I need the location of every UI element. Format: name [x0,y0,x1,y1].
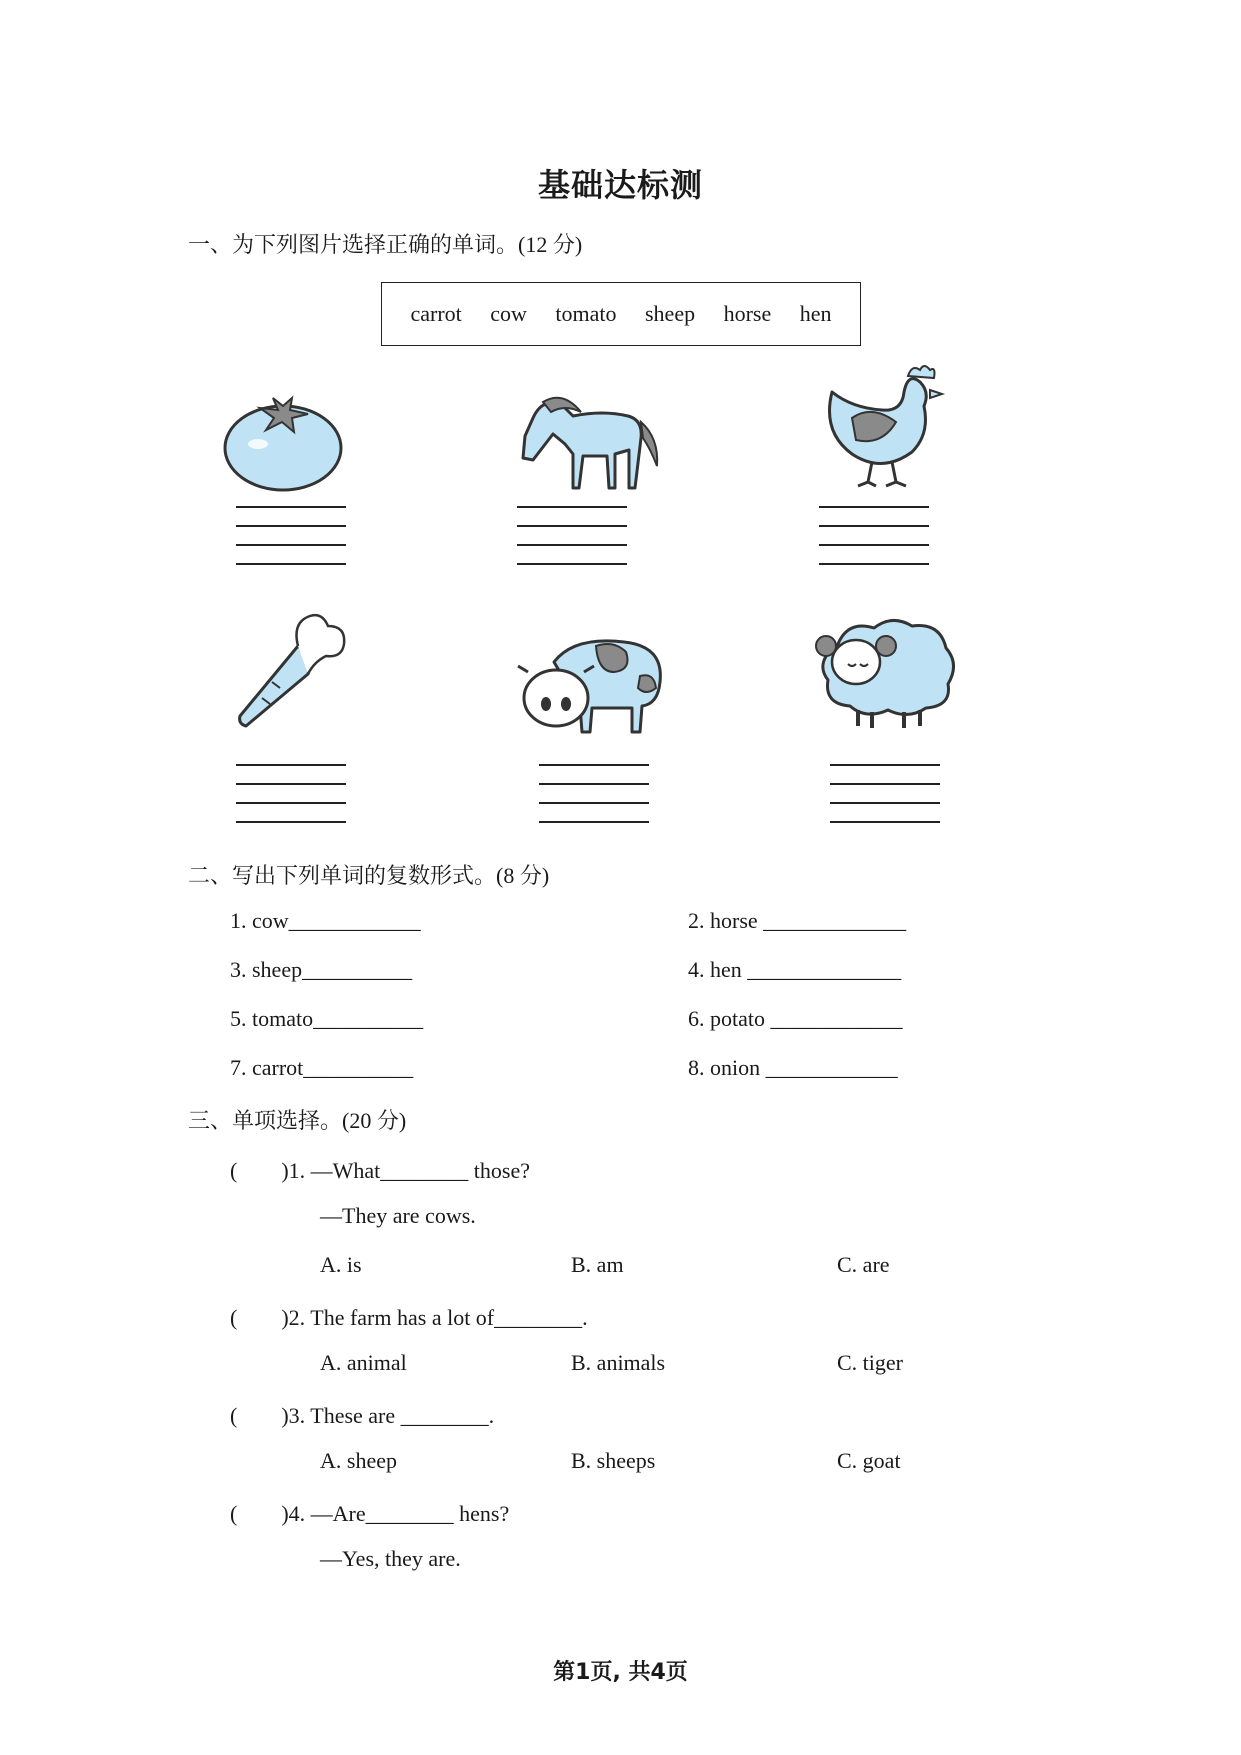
question-answer-line: —Yes, they are. [320,1546,461,1571]
section3-heading: 三、单项选择。(20 分) [188,1108,407,1133]
section1-heading: 一、为下列图片选择正确的单词。(12 分) [188,232,583,257]
page-title: 基础达标测 [537,166,703,204]
plural-item[interactable]: 8. onion ____________ [688,1055,898,1080]
question-answer-line: —They are cows. [320,1203,476,1228]
plural-item[interactable]: 4. hen ______________ [688,957,902,982]
carrot-icon [232,612,352,730]
answer-lines [819,506,929,582]
page-footer: 第1页, 共4页 [553,1660,688,1685]
word-bank-item: horse [723,301,772,326]
plural-item[interactable]: 5. tomato__________ [230,1006,424,1031]
answer-lines [236,506,346,582]
option[interactable]: A. sheep [320,1448,397,1473]
option[interactable]: C. tiger [837,1350,903,1375]
question-stem[interactable]: ( )4. —Are________ hens? [230,1501,510,1526]
option[interactable]: B. animals [571,1350,666,1375]
plural-item[interactable]: 6. potato ____________ [688,1006,903,1031]
word-bank [381,282,861,346]
answer-lines [830,764,940,840]
answer-lines [236,764,346,840]
hen-icon [812,362,952,492]
option[interactable]: C. are [837,1252,890,1277]
option[interactable]: A. animal [320,1350,407,1375]
question-stem[interactable]: ( )2. The farm has a lot of________. [230,1305,588,1330]
sheep-icon [808,614,958,732]
cow-icon [514,632,674,736]
option[interactable]: C. goat [837,1448,901,1473]
plural-item[interactable]: 7. carrot__________ [230,1055,414,1080]
word-bank-item: cow [490,301,527,326]
question-stem[interactable]: ( )3. These are ________. [230,1403,495,1428]
word-bank-item: carrot [410,301,462,326]
word-bank-item: sheep [645,301,696,326]
option[interactable]: B. sheeps [571,1448,656,1473]
answer-lines [517,506,627,582]
option[interactable]: B. am [571,1252,624,1277]
answer-lines [539,764,649,840]
horse-icon [503,388,663,498]
word-bank-item: tomato [555,301,617,326]
plural-item[interactable]: 1. cow____________ [230,908,421,933]
word-bank-item: hen [799,301,832,326]
section2-heading: 二、写出下列单词的复数形式。(8 分) [188,863,550,888]
plural-item[interactable]: 3. sheep__________ [230,957,413,982]
plural-item[interactable]: 2. horse _____________ [688,908,907,933]
question-stem[interactable]: ( )1. —What________ those? [230,1158,530,1183]
option[interactable]: A. is [320,1252,362,1277]
tomato-icon [218,392,348,492]
